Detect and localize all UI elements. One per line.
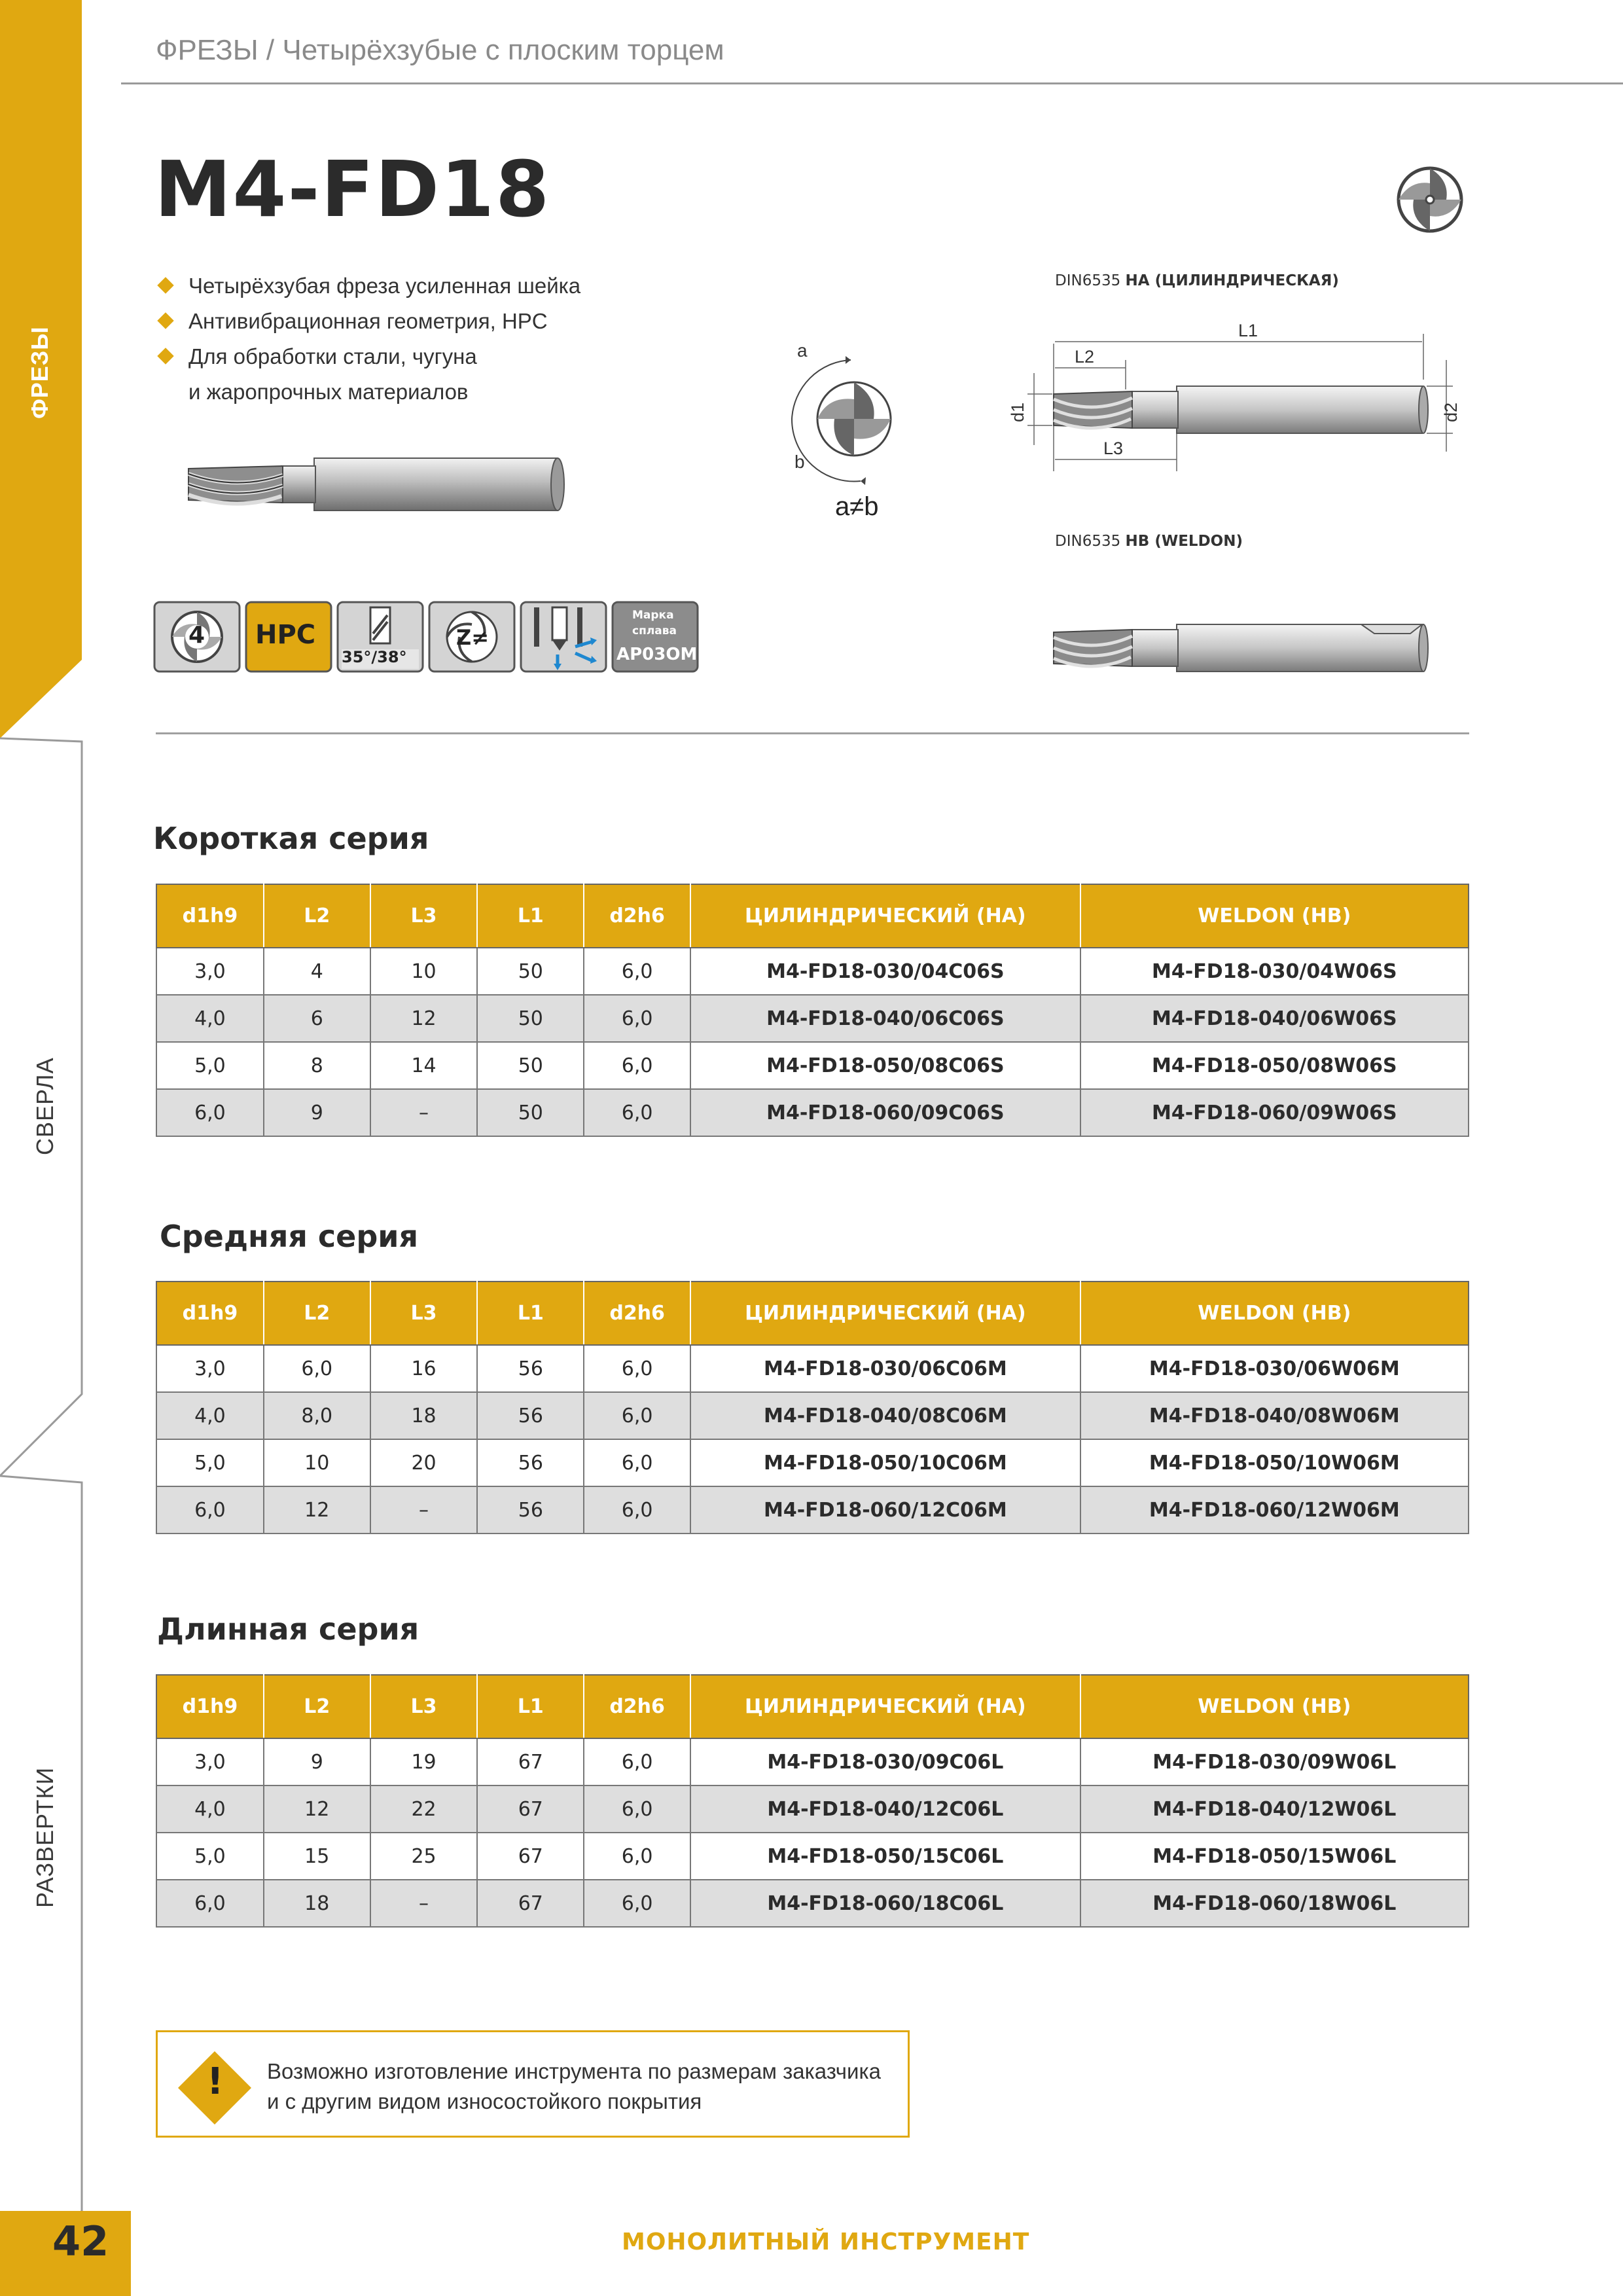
badge-hpc-label: HPC	[255, 620, 316, 650]
badge-helix-angle: 35°/38°	[342, 648, 407, 666]
section-title-short: Короткая серия	[153, 821, 429, 856]
col-header: L2	[264, 884, 370, 948]
col-header: L1	[477, 884, 584, 948]
col-header: L1	[477, 1282, 584, 1345]
col-header: WELDON (HB)	[1080, 1282, 1469, 1345]
col-header: WELDON (HB)	[1080, 884, 1469, 948]
section-title-long: Длинная серия	[157, 1611, 419, 1647]
cell: –	[370, 1880, 478, 1927]
cell: 18	[264, 1880, 370, 1927]
cell: 3,0	[156, 1345, 264, 1392]
col-header: WELDON (HB)	[1080, 1675, 1469, 1738]
cell: 9	[264, 1089, 370, 1136]
cell: 50	[477, 1042, 584, 1089]
cell: 56	[477, 1486, 584, 1534]
cell: 67	[477, 1785, 584, 1833]
cell: 5,0	[156, 1042, 264, 1089]
cell: 20	[370, 1439, 478, 1486]
cell: 5,0	[156, 1833, 264, 1880]
cell: 10	[264, 1439, 370, 1486]
code-cell: M4-FD18-040/06C06S	[690, 995, 1080, 1042]
cell: 12	[264, 1486, 370, 1534]
table-long-series	[156, 1674, 1469, 1928]
cell: 56	[477, 1345, 584, 1392]
dim-label-d1: d1	[1008, 402, 1027, 422]
cell: 6,0	[584, 1833, 690, 1880]
cell: 6,0	[264, 1345, 370, 1392]
din-hb-caption: DIN6535 HB (WELDON)	[1055, 533, 1243, 550]
col-header: L2	[264, 1675, 370, 1738]
page-number: 42	[52, 2217, 109, 2265]
col-header: L2	[264, 1282, 370, 1345]
cell: 25	[370, 1833, 478, 1880]
code-cell: M4-FD18-050/15C06L	[690, 1833, 1080, 1880]
code-cell: M4-FD18-040/08W06M	[1080, 1392, 1469, 1439]
col-header: L3	[370, 884, 478, 948]
table-header-row	[156, 1282, 1469, 1345]
cell: 16	[370, 1345, 478, 1392]
cell: 6	[264, 995, 370, 1042]
dim-label-L3: L3	[1103, 439, 1124, 458]
cell: 6,0	[584, 1392, 690, 1439]
cell: 50	[477, 948, 584, 995]
table-row	[156, 995, 1469, 1042]
code-cell: M4-FD18-060/12W06M	[1080, 1486, 1469, 1534]
col-header: d1h9	[156, 1282, 264, 1345]
cell: 67	[477, 1833, 584, 1880]
table-row	[156, 948, 1469, 995]
feature-item: Антивибрационная геометрия, HPC	[156, 304, 580, 339]
cell: 8,0	[264, 1392, 370, 1439]
cell: 18	[370, 1392, 478, 1439]
table-medium-series	[156, 1281, 1469, 1534]
header-divider	[121, 82, 1623, 84]
dim-label-L2: L2	[1075, 347, 1095, 367]
code-cell: M4-FD18-040/12W06L	[1080, 1785, 1469, 1833]
page-title: M4-FD18	[154, 144, 551, 234]
col-header: L3	[370, 1282, 478, 1345]
cell: 4,0	[156, 1785, 264, 1833]
cell: 15	[264, 1833, 370, 1880]
end-view-label-b: b	[794, 452, 805, 472]
table-short-series	[156, 884, 1469, 1137]
breadcrumb: ФРЕЗЫ / Четырёхзубые с плоским торцем	[156, 34, 724, 66]
cell: 6,0	[584, 1345, 690, 1392]
badge-cooling	[520, 601, 607, 673]
code-cell: M4-FD18-030/06C06M	[690, 1345, 1080, 1392]
din-ha-caption: DIN6535 HA (ЦИЛИНДРИЧЕСКАЯ)	[1055, 272, 1339, 289]
table-header-row	[156, 884, 1469, 948]
badge-alloy-line2: сплава	[632, 624, 677, 637]
col-header: L1	[477, 1675, 584, 1738]
cell: 3,0	[156, 1738, 264, 1785]
code-cell: M4-FD18-060/18W06L	[1080, 1880, 1469, 1927]
cell: 6,0	[584, 1880, 690, 1927]
cell: 6,0	[584, 1785, 690, 1833]
cell: 6,0	[584, 1089, 690, 1136]
cell: 56	[477, 1439, 584, 1486]
warning-icon-mark: !	[207, 2060, 224, 2103]
cell: –	[370, 1486, 478, 1534]
cell: 6,0	[584, 948, 690, 995]
code-cell: M4-FD18-040/06W06S	[1080, 995, 1469, 1042]
side-tab-reamers[interactable]: РАЗВЕРТКИ	[31, 1767, 58, 1908]
cell: 67	[477, 1880, 584, 1927]
code-cell: M4-FD18-050/15W06L	[1080, 1833, 1469, 1880]
cell: 8	[264, 1042, 370, 1089]
table-row	[156, 1345, 1469, 1392]
table-row	[156, 1486, 1469, 1534]
badge-alloy-grade: AP03OM	[616, 645, 698, 664]
col-header: ЦИЛИНДРИЧЕСКИЙ (HA)	[690, 1675, 1080, 1738]
badge-flutes-count: 4	[188, 622, 205, 649]
cell: 19	[370, 1738, 478, 1785]
badge-pitch-label: Z≠	[456, 625, 490, 650]
code-cell: M4-FD18-060/09C06S	[690, 1089, 1080, 1136]
cell: 50	[477, 1089, 584, 1136]
code-cell: M4-FD18-050/08C06S	[690, 1042, 1080, 1089]
cell: 6,0	[156, 1880, 264, 1927]
table-row	[156, 1392, 1469, 1439]
code-cell: M4-FD18-050/08W06S	[1080, 1042, 1469, 1089]
cell: 22	[370, 1785, 478, 1833]
end-mill-illustration	[183, 452, 569, 517]
code-cell: M4-FD18-040/08C06M	[690, 1392, 1080, 1439]
col-header: ЦИЛИНДРИЧЕСКИЙ (HA)	[690, 1282, 1080, 1345]
cell: 4,0	[156, 995, 264, 1042]
code-cell: M4-FD18-060/18C06L	[690, 1880, 1080, 1927]
side-tab-drills[interactable]: СВЕРЛА	[31, 1057, 58, 1155]
code-cell: M4-FD18-030/04W06S	[1080, 948, 1469, 995]
code-cell: M4-FD18-050/10W06M	[1080, 1439, 1469, 1486]
col-header: L3	[370, 1675, 478, 1738]
cell: 12	[370, 995, 478, 1042]
code-cell: M4-FD18-050/10C06M	[690, 1439, 1080, 1486]
bullet-diamond-icon	[157, 312, 173, 329]
end-view-label-a: a	[797, 340, 808, 361]
code-cell: M4-FD18-030/04C06S	[690, 948, 1080, 995]
cell: 6,0	[584, 1486, 690, 1534]
cell: –	[370, 1089, 478, 1136]
code-cell: M4-FD18-060/09W06S	[1080, 1089, 1469, 1136]
table-header-row	[156, 1675, 1469, 1738]
table-row	[156, 1439, 1469, 1486]
feature-item: Для обработки стали, чугуна	[156, 339, 580, 374]
code-cell: M4-FD18-030/09W06L	[1080, 1738, 1469, 1785]
cell: 4,0	[156, 1392, 264, 1439]
cell: 4	[264, 948, 370, 995]
cell: 9	[264, 1738, 370, 1785]
table-row	[156, 1833, 1469, 1880]
code-cell: M4-FD18-060/12C06M	[690, 1486, 1080, 1534]
table-row	[156, 1089, 1469, 1136]
col-header: d1h9	[156, 1675, 264, 1738]
section-title-medium: Средняя серия	[160, 1219, 419, 1254]
cell: 50	[477, 995, 584, 1042]
col-header: d2h6	[584, 1282, 690, 1345]
code-cell: M4-FD18-030/06W06M	[1080, 1345, 1469, 1392]
dimension-drawing-ha	[1001, 321, 1486, 478]
cell: 10	[370, 948, 478, 995]
footer-title: МОНОЛИТНЫЙ ИНСТРУМЕНТ	[622, 2229, 1030, 2255]
cell: 5,0	[156, 1439, 264, 1486]
cell: 6,0	[584, 1042, 690, 1089]
bullet-diamond-icon	[157, 348, 173, 364]
table-row	[156, 1880, 1469, 1927]
col-header: d1h9	[156, 884, 264, 948]
table-row	[156, 1738, 1469, 1785]
table-row	[156, 1042, 1469, 1089]
end-view-formula: a≠b	[835, 492, 879, 521]
col-header: ЦИЛИНДРИЧЕСКИЙ (HA)	[690, 884, 1080, 948]
side-tabs-graphic	[0, 0, 131, 2296]
cell: 6,0	[584, 995, 690, 1042]
cell: 56	[477, 1392, 584, 1439]
feature-list	[156, 268, 580, 410]
feature-item: Четырёхзубая фреза усиленная шейка	[156, 268, 580, 304]
feature-item: и жаропрочных материалов	[188, 380, 469, 404]
weldon-drawing-hb	[1047, 615, 1440, 681]
bullet-diamond-icon	[157, 277, 173, 293]
cell: 6,0	[156, 1486, 264, 1534]
cell: 14	[370, 1042, 478, 1089]
notice-text: Возможно изготовление инструмента по размерам заказчика и с другим видом износостойкого покрытия	[267, 2059, 881, 2113]
dim-label-d2: d2	[1441, 402, 1461, 422]
four-flute-end-icon	[1381, 151, 1479, 249]
cell: 6,0	[584, 1738, 690, 1785]
cell: 67	[477, 1738, 584, 1785]
col-header: d2h6	[584, 1675, 690, 1738]
code-cell: M4-FD18-040/12C06L	[690, 1785, 1080, 1833]
code-cell: M4-FD18-030/09C06L	[690, 1738, 1080, 1785]
section-divider	[156, 732, 1469, 734]
cell: 6,0	[584, 1439, 690, 1486]
cell: 3,0	[156, 948, 264, 995]
cell: 12	[264, 1785, 370, 1833]
cell: 6,0	[156, 1089, 264, 1136]
table-row	[156, 1785, 1469, 1833]
col-header: d2h6	[584, 884, 690, 948]
badge-alloy-line1: Марка	[632, 609, 674, 622]
dim-label-L1: L1	[1238, 321, 1258, 340]
side-tab-mills[interactable]: ФРЕЗЫ	[26, 326, 53, 419]
